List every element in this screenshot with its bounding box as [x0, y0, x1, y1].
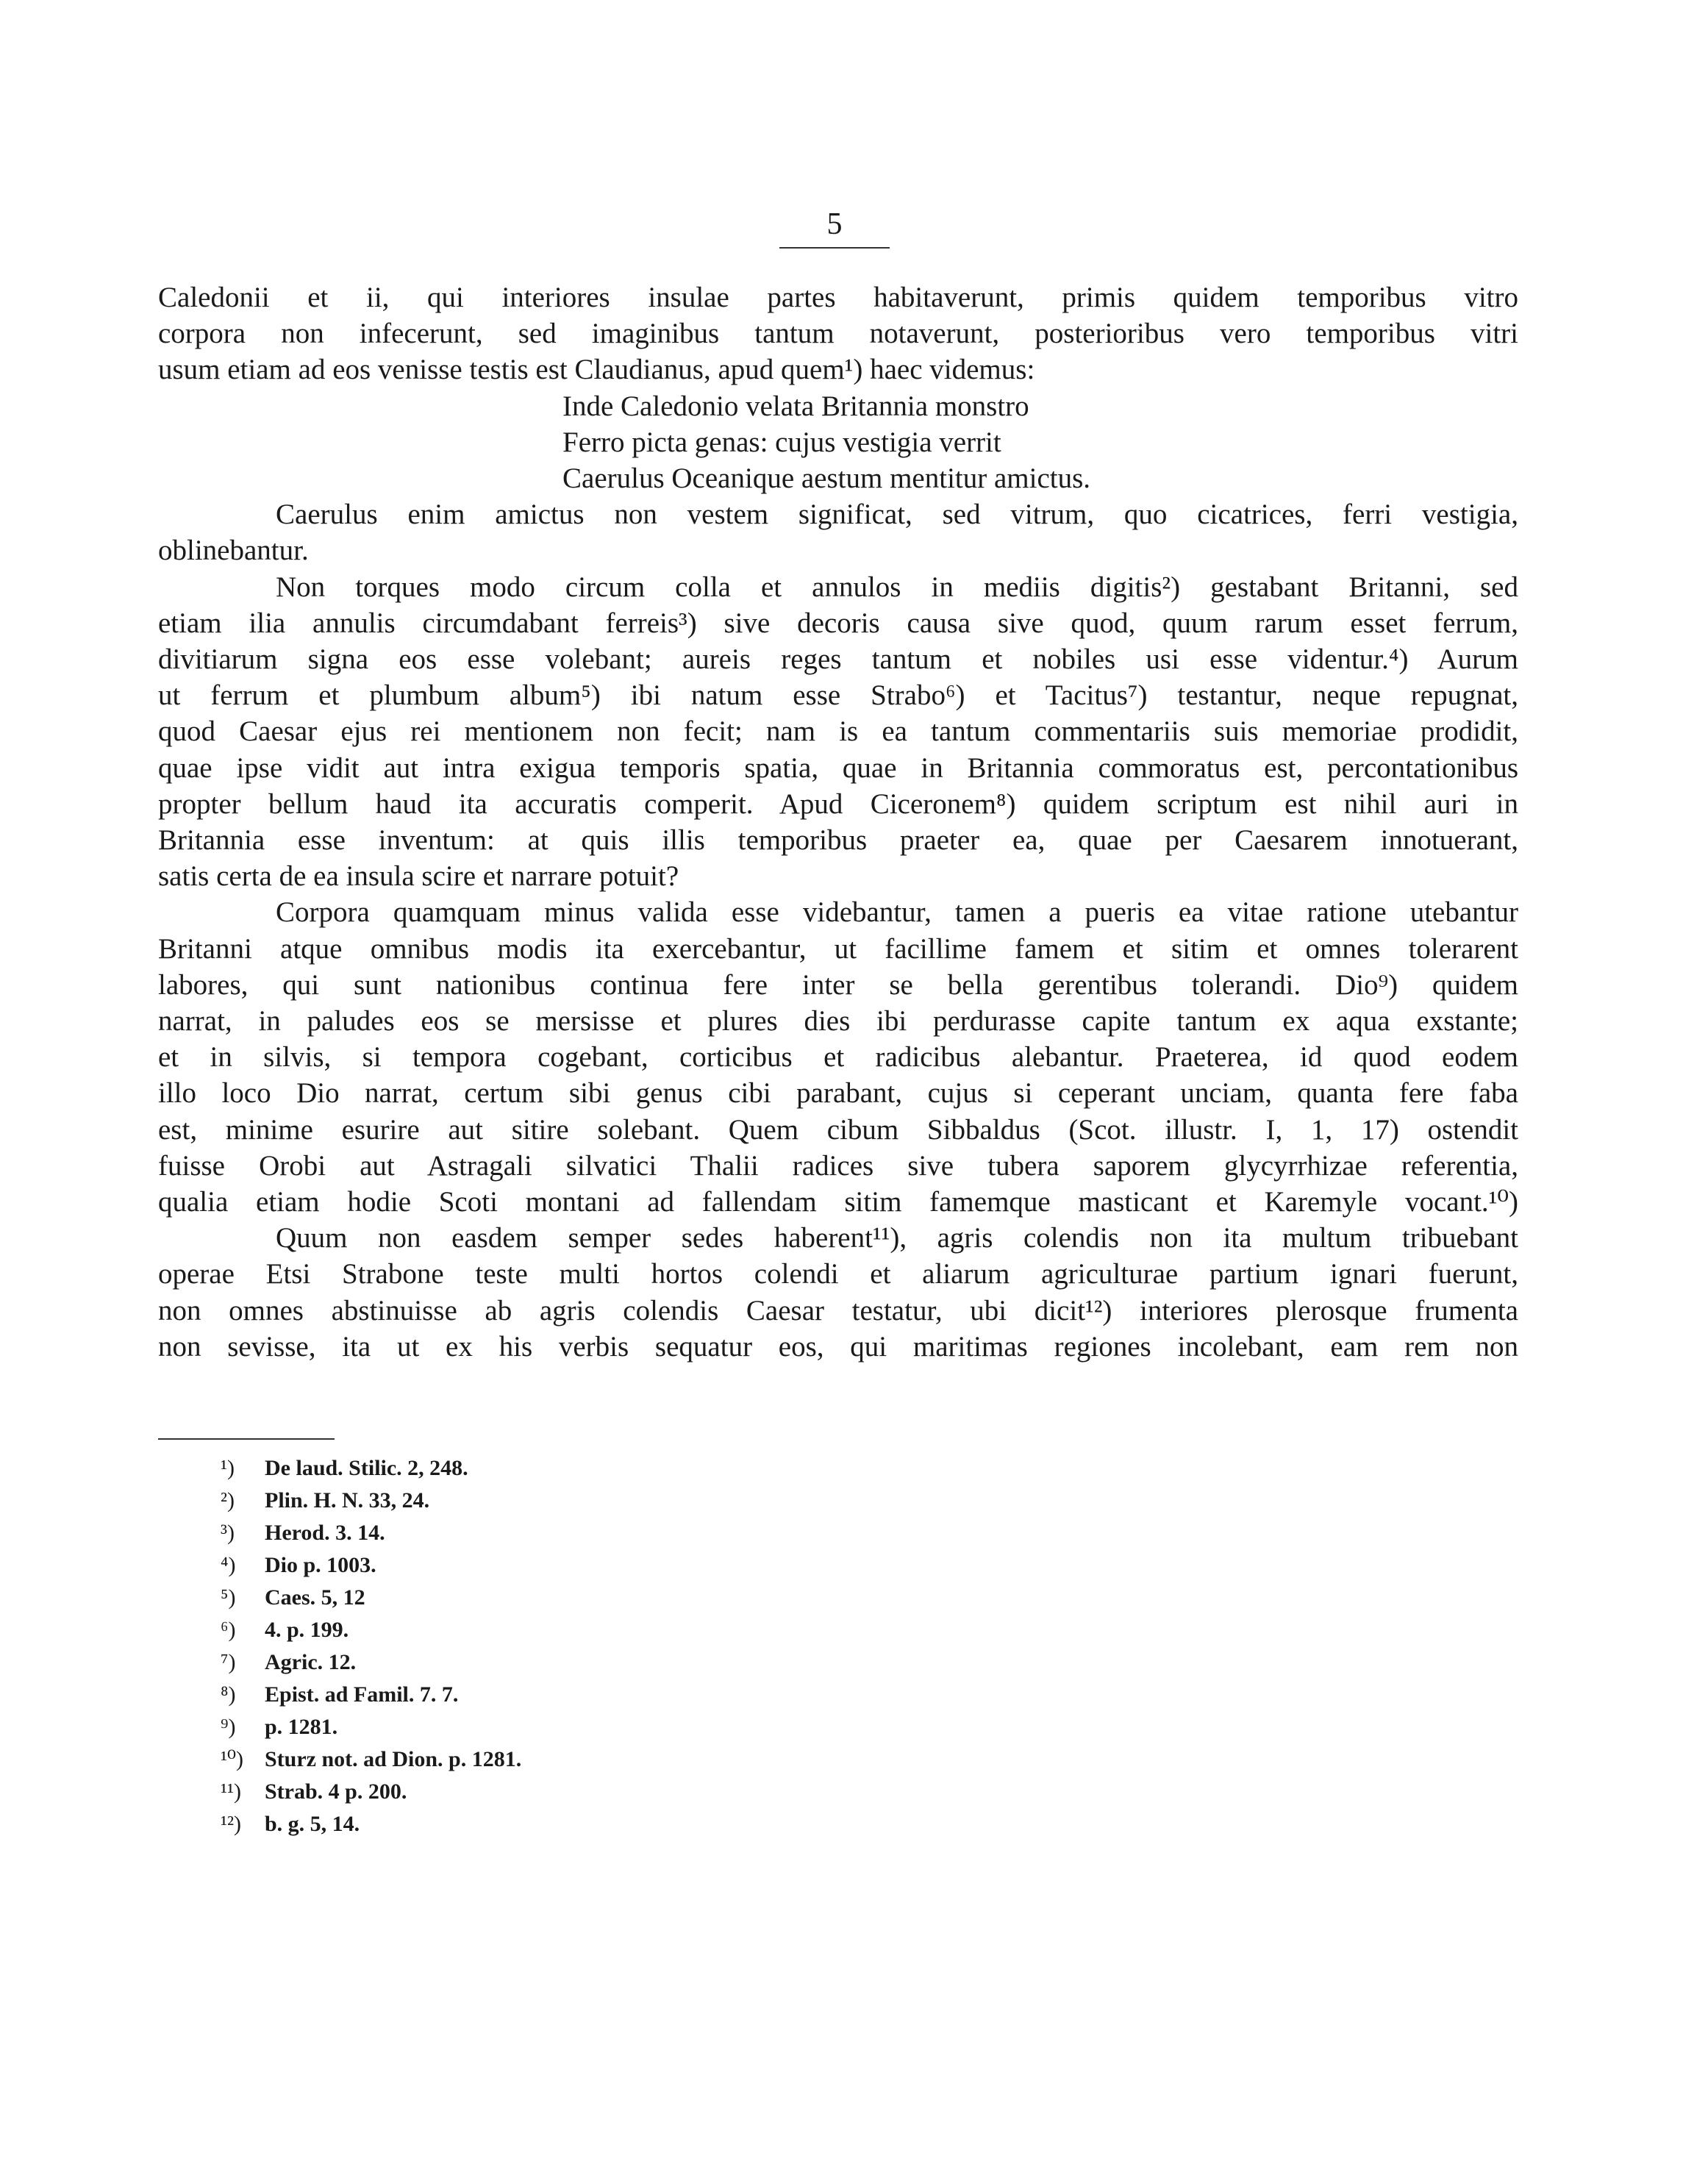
footnote-text: De laud. Stilic. 2, 248. [265, 1456, 468, 1480]
footnote-number: ¹⁰) [221, 1747, 244, 1771]
text-line: est, minime esurire aut sitire solebant. Quem cibum Sibbaldus (Scot. illustr. I, 1, 17) ostendit [158, 1113, 1518, 1146]
text-line: narrat, in paludes eos se mersisse et plures dies ibi perdurasse capite tantum ex aqua exstante; [158, 1005, 1518, 1038]
verse-line: Ferro picta genas: cujus vestigia verrit [562, 426, 1001, 458]
footnote-number: ¹) [221, 1456, 235, 1480]
footnote-number: ⁶) [221, 1618, 236, 1642]
footnote-text: Herod. 3. 14. [265, 1521, 385, 1545]
footnote-number: ³) [221, 1521, 235, 1545]
text-line: labores, qui sunt nationibus continua fere inter se bella gerentibus tolerandi. Dio⁹) quidem [158, 968, 1518, 1001]
footnote-text: p. 1281. [265, 1715, 338, 1739]
footnote [221, 1743, 882, 1776]
text-line: Non torques modo circum colla et annulos in mediis digitis²) gestabant Britanni, sed [276, 571, 1518, 603]
footnote [221, 1582, 882, 1614]
footnote-text: 4. p. 199. [265, 1618, 349, 1642]
footnote-text: b. g. 5, 14. [265, 1812, 360, 1836]
text-line: ut ferrum et plumbum album⁵) ibi natum esse Strabo⁶) et Tacitus⁷) testantur, neque repugnat, [158, 679, 1518, 712]
footnote-number: ¹²) [221, 1812, 241, 1836]
footnote-number: ²) [221, 1488, 235, 1513]
text-line: Corpora quamquam minus valida esse videbantur, tamen a pueris ea vitae ratione utebantur [276, 896, 1518, 929]
text-line: et in silvis, si tempora cogebant, corticibus et radicibus alebantur. Praeterea, id quod eodem [158, 1041, 1518, 1074]
footnote [221, 1776, 882, 1808]
footnote [221, 1679, 882, 1711]
text-line: propter bellum haud ita accuratis comperit. Apud Ciceronem⁸) quidem scriptum est nihil auri in [158, 788, 1518, 820]
footnote-number: ⁸) [221, 1682, 236, 1707]
text-line: Caledonii et ii, qui interiores insulae partes habitaverunt, primis quidem temporibus vitro [158, 282, 1518, 313]
text-line: corpora non infecerunt, sed imaginibus tantum notaverunt, posterioribus vero temporibus vitri [158, 318, 1518, 350]
footnote [221, 1485, 882, 1517]
verse-line: Inde Caledonio velata Britannia monstro [562, 390, 1029, 422]
verse-line: Caerulus Oceanique aestum mentitur amictus. [562, 463, 1091, 495]
text-line: non omnes abstinuisse ab agris colendis Caesar testatur, ubi dicit¹²) interiores plerosque frumenta [158, 1294, 1518, 1326]
footnote-number: ⁷) [221, 1650, 236, 1674]
footnote [221, 1614, 882, 1646]
footnote-rule [158, 1438, 335, 1440]
text-line: oblinebantur. [158, 535, 309, 567]
text-line: fuisse Orobi aut Astragali silvatici Thalii radices sive tubera saporem glycyrrhizae referentia, [158, 1149, 1518, 1182]
footnote [221, 1808, 882, 1840]
footnote [221, 1452, 882, 1485]
text-line: divitiarum signa eos esse volebant; aureis reges tantum et nobiles usi esse videntur.⁴) Aurum [158, 643, 1518, 676]
footnote-text: Agric. 12. [265, 1650, 357, 1674]
footnote-number: ⁹) [221, 1715, 236, 1739]
footnote-number: ⁴) [221, 1553, 236, 1577]
text-line: quod Caesar ejus rei mentionem non fecit; nam is ea tantum commentariis suis memoriae prodidit, [158, 715, 1518, 748]
text-line: quae ipse vidit aut intra exigua temporis spatia, quae in Britannia commoratus est, percontationibus [158, 751, 1518, 784]
text-line: illo loco Dio narrat, certum sibi genus cibi parabant, cujus si ceperant unciam, quanta fere faba [158, 1077, 1518, 1110]
text-line: Britannia esse inventum: at quis illis temporibus praeter ea, quae per Caesarem innotuerant, [158, 824, 1518, 857]
page-number: 5 [779, 206, 890, 249]
footnote-text: Dio p. 1003. [265, 1553, 376, 1577]
footnote-text: Sturz not. ad Dion. p. 1281. [265, 1747, 522, 1771]
footnote-text: Strab. 4 p. 200. [265, 1779, 407, 1804]
footnote [221, 1711, 882, 1743]
footnote-text: Epist. ad Famil. 7. 7. [265, 1682, 459, 1707]
text-line: non sevisse, ita ut ex his verbis sequatur eos, qui maritimas regiones incolebant, eam rem non [158, 1330, 1518, 1363]
text-line: satis certa de ea insula scire et narrare potuit? [158, 860, 679, 893]
footnote-text: Plin. H. N. 33, 24. [265, 1488, 430, 1513]
footnote-number: ⁵) [221, 1585, 236, 1610]
footnotes [221, 1452, 882, 1840]
body-text [158, 279, 1518, 1365]
footnote [221, 1646, 882, 1679]
text-line: usum etiam ad eos venisse testis est Claudianus, apud quem¹) haec videmus: [158, 354, 1035, 386]
footnote-text: Caes. 5, 12 [265, 1585, 365, 1610]
text-line: Britanni atque omnibus modis ita exercebantur, ut facillime famem et sitim et omnes tolerarent [158, 932, 1518, 965]
text-line: operae Etsi Strabone teste multi hortos colendi et aliarum agriculturae partium ignari fuerunt, [158, 1258, 1518, 1290]
footnote [221, 1549, 882, 1582]
text-line: qualia etiam hodie Scoti montani ad fallendam sitim famemque masticant et Karemyle vocant.¹⁰) [158, 1186, 1518, 1218]
footnote-number: ¹¹) [221, 1779, 241, 1804]
text-line: Quum non easdem semper sedes haberent¹¹), agris colendis non ita multum tribuebant [276, 1222, 1518, 1254]
text-line: Caerulus enim amictus non vestem significat, sed vitrum, quo cicatrices, ferri vestigia, [276, 499, 1518, 531]
text-line: etiam ilia annulis circumdabant ferreis³) sive decoris causa sive quod, quum rarum esset ferrum, [158, 607, 1518, 639]
footnote [221, 1517, 882, 1549]
